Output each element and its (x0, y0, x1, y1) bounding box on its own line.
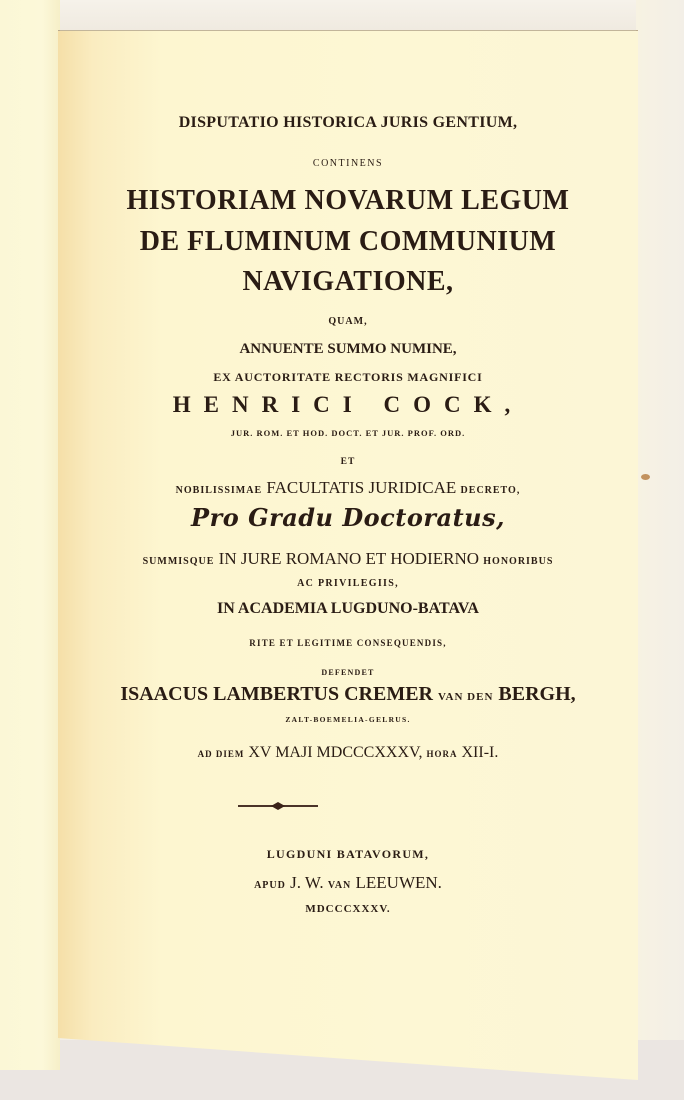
et-line: ET (340, 457, 356, 467)
apud-label: APUD (254, 880, 286, 891)
date-prefix: AD DIEM (197, 749, 245, 759)
rite-line: RITE ET LEGITIME CONSEQUENDIS, (249, 638, 447, 648)
defense-date: XV MAJI MDCCCXXXV, (248, 744, 423, 761)
author-particle: VAN DEN (438, 691, 494, 703)
faculty-line (60, 478, 636, 498)
faculty-name: FACULTATIS JURIDICAE (266, 478, 457, 497)
honors-main: IN JURE ROMANO ET HODIERNO (218, 549, 480, 568)
quam-line: QUAM, (328, 316, 368, 327)
hour-prefix: HORA (426, 749, 458, 759)
continens-line: CONTINENS (312, 158, 384, 169)
annuente-line: ANNUENTE SUMMO NUMINE, (239, 341, 457, 357)
main-title-line-3: NAVIGATIONE, (242, 266, 454, 297)
backdrop-top (0, 0, 684, 34)
facing-page-edge (0, 0, 60, 1070)
faculty-suffix: DECRETO, (460, 485, 521, 496)
defense-date-line (60, 744, 636, 762)
faculty-prefix: NOBILISSIMAE (175, 485, 263, 496)
honors-suffix: HONORIBUS (483, 556, 554, 567)
main-title-line-2: DE FLUMINUM COMMUNIUM (139, 226, 557, 257)
printer-name: LEEUWEN. (355, 873, 442, 892)
main-title-line-1: HISTORIAM NOVARUM LEGUM (126, 185, 570, 216)
academy-line: IN ACADEMIA LUGDUNO-BATAVA (217, 600, 479, 617)
auctoritate-line: EX AUCTORITATE RECTORIS MAGNIFICI (213, 370, 483, 384)
degree-line-blackletter: Pro Gradu Doctoratus, (191, 503, 505, 532)
defense-hour: XII-I. (461, 744, 499, 761)
rector-titles: JUR. ROM. ET HOD. DOCT. ET JUR. PROF. ORD. (230, 428, 466, 438)
honors-line (60, 549, 636, 569)
author-name (60, 683, 636, 706)
author-given-names: ISAACUS LAMBERTUS CREMER (120, 683, 434, 705)
imprint-place: LUGDUNI BATAVORUM, (266, 847, 430, 861)
foxing-stain (641, 474, 650, 480)
subject-line: DISPUTATIO HISTORICA JURIS GENTIUM, (178, 114, 518, 131)
rector-name: HENRICI COCK, (172, 392, 524, 417)
author-surname: BERGH, (498, 683, 576, 705)
privileges-line: AC PRIVILEGIIS, (297, 578, 399, 589)
author-origin: ZALT-BOEMELIA-GELRUS. (285, 715, 411, 724)
backdrop-right (636, 0, 684, 1100)
defendet-line: DEFENDET (321, 668, 375, 677)
page-top-edge (60, 30, 636, 31)
imprint-printer (60, 873, 636, 893)
printer-particle: VAN (327, 880, 352, 891)
printer-initials: J. W. (290, 873, 324, 892)
honors-prefix: SUMMISQUE (142, 556, 215, 567)
imprint-year: MDCCCXXXV. (305, 903, 391, 915)
